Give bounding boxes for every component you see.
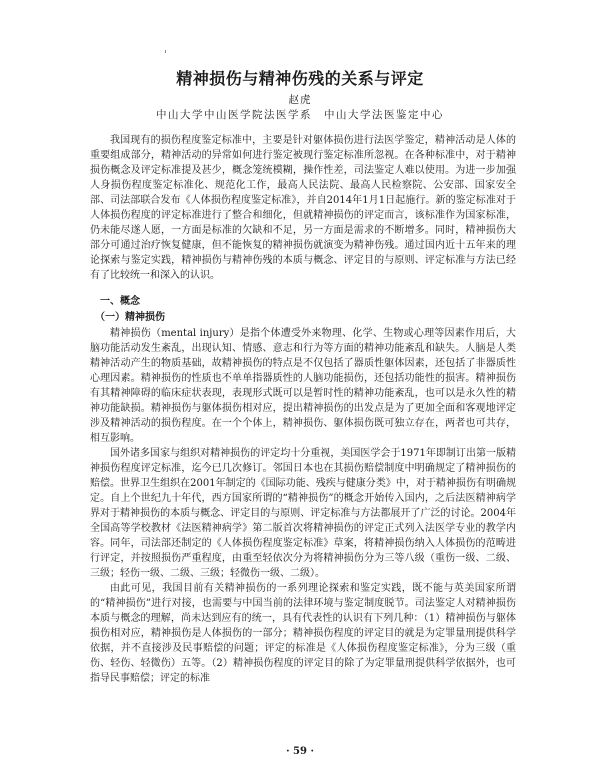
subsection-heading: （一）精神损伤 (95, 312, 165, 323)
body-paragraph: 国外诸多国家与组织对精神损伤的评定均十分重视，美国医学会于1971年即制订出第一版精神损伤程度评定标准，迄今已几次修订。邻国日本也在其损伤赔偿制度中明确规定了精神损伤的赔偿。世界卫生组织在2001年制定的《国际功能、残疾与健康分类》中，对于精神损伤有明确规定。自上个世纪九十年代，西方国家所谓的“精神损伤”的概念开始传入国内，之后法医精神病学界对于精神损伤的本质与概念、评定目的与原则、评定标准与方法都展开了广泛的讨论。2004年全国高等学校教材《法医精神病学》第二版首次将精神损伤的评定正式列入法医学专业的教学内容。同年，司法部还制定的《人体损伤程度鉴定标准》草案，将精神损伤纳入人体损伤的范畴进行评定，并按照损伤严重程度，由重至轻依次分为将精神损伤分为三等八级（重伤一级、二级、三级；轻伤一级、二级、三级；轻微伤一级、二级）。 (90, 448, 516, 579)
article-author: 赵虎 (288, 94, 312, 106)
intro-paragraph: 我国现有的损伤程度鉴定标准中，主要是针对躯体损伤进行法医学鉴定，精神活动是人体的重要组成部分，精神活动的异常如何进行鉴定被现行鉴定标准所忽视。在各种标准中，对于精神损伤概念及评定标准提及甚少，概念笼统模糊，操作性差，司法鉴定人难以使用。为进一步加强人身损伤程度鉴定标准化、规范化工作，最高人民法院、最高人民检察院、公安部、国家安全部、司法部联合发布《人体损伤程度鉴定标准》，并自2014年1月1日起施行。新的鉴定标准对于人体损伤程度的评定标准进行了整合和细化，但就精神损伤的评定而言，该标准作为国家标准，仍未能尽遂人愿，一方面是标准的欠缺和不足，另一方面是需求的不断增多。同时，精神损伤大部分可通过治疗恢复健康，但不能恢复的精神损伤就演变为精神伤残。通过国内近十五年来的理论探索与鉴定实践，精神损伤与精神伤残的本质与概念、评定目的与原则、评定标准与方法已经有了比较统一和深入的认识。 (90, 135, 516, 281)
page-number: · 59 · (286, 746, 314, 757)
scan-mark (165, 50, 166, 53)
section-heading: 一、概念 (100, 296, 140, 307)
article-body (90, 133, 516, 686)
body-paragraph: 精神损伤（mental injury）是指个体遭受外来物理、化学、生物或心理等因素作用后，大脑功能活动发生紊乱，出现认知、情感、意志和行为等方面的精神功能紊乱和缺失。人脑是人类精神活动产生的物质基础，故精神损伤的特点是不仅包括了器质性躯体因素，还包括了非器质性心理因素。精神损伤的性质也不单单指器质性的人脑功能损伤，还包括功能性的损害。精神损伤有其精神障碍的临床症状表现，表现形式既可以是暂时性的精神功能紊乱，也可以是永久性的精神功能缺损。精神损伤与躯体损伤相对应，提出精神损伤的出发点是为了更加全面和客观地评定涉及精神活动的损伤程度。在一个个体上，精神损伤、躯体损伤既可独立存在，两者也可共存，相互影响。 (90, 328, 516, 444)
body-paragraph: 由此可见，我国目前有关精神损伤的一系列理论探索和鉴定实践，既不能与英美国家所谓的“精神损伤”进行对接，也需要与中国当前的法律环境与鉴定制度脱节。司法鉴定人对精神损伤本质与概念的理解，尚未达到应有的统一，具有代表性的认识有下列几种：（1）精神损伤与躯体损伤相对应，精神损伤是人体损伤的一部分；精神损伤程度的评定目的就是为定罪量刑提供科学依据，并不直接涉及民事赔偿的问题；评定的标准是《人体损伤程度鉴定标准》，分为三级（重伤、轻伤、轻微伤）五等。（2）精神损伤程度的评定目的除了为定罪量刑提供科学依据外，也可指导民事赔偿；评定的标准 (90, 583, 516, 684)
author-affiliation: 中山大学中山医学院法医学系 中山大学法医鉴定中心 (156, 109, 444, 121)
article-title: 精神损伤与精神伤残的关系与评定 (176, 69, 424, 88)
